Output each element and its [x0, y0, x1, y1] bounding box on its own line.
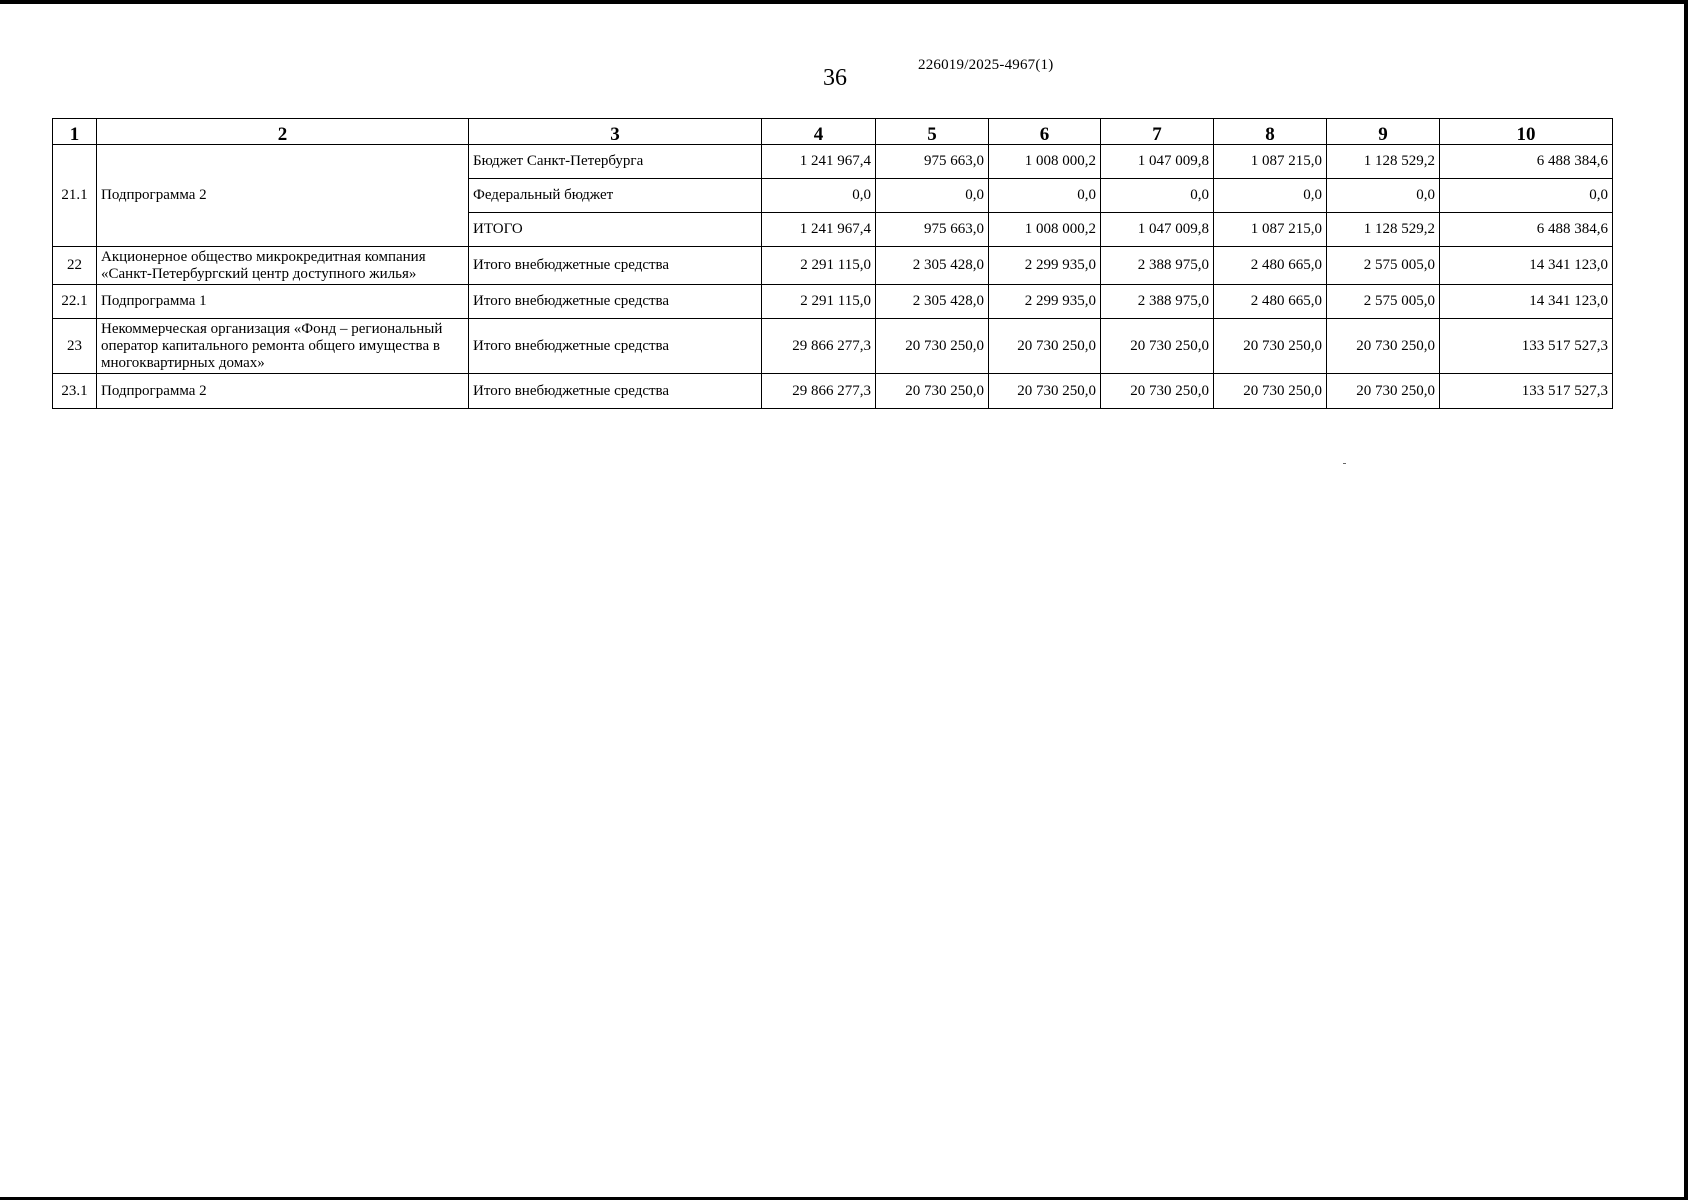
table-row — [53, 145, 1613, 179]
header-cell-10: 10 — [1440, 119, 1613, 145]
header-cell-8: 8 — [1214, 119, 1327, 145]
row-name: Подпрограмма 1 — [97, 285, 469, 319]
value-cell: 1 008 000,2 — [989, 213, 1101, 247]
value-cell: 20 730 250,0 — [1214, 374, 1327, 409]
row-code: 23.1 — [53, 374, 97, 409]
total-cell: 14 341 123,0 — [1440, 247, 1613, 285]
total-cell: 133 517 527,3 — [1440, 319, 1613, 374]
value-cell: 2 291 115,0 — [762, 285, 876, 319]
value-cell: 20 730 250,0 — [989, 319, 1101, 374]
value-cell: 1 087 215,0 — [1214, 145, 1327, 179]
header-cell-1: 1 — [53, 119, 97, 145]
value-cell: 20 730 250,0 — [989, 374, 1101, 409]
value-cell: 2 480 665,0 — [1214, 247, 1327, 285]
value-cell: 2 575 005,0 — [1327, 247, 1440, 285]
header-cell-3: 3 — [469, 119, 762, 145]
header-cell-9: 9 — [1327, 119, 1440, 145]
budget-table — [52, 118, 1613, 409]
total-cell: 0,0 — [1440, 179, 1613, 213]
row-code: 22 — [53, 247, 97, 285]
row-name: Подпрограмма 2 — [97, 374, 469, 409]
value-cell: 2 305 428,0 — [876, 247, 989, 285]
value-cell: 20 730 250,0 — [1327, 319, 1440, 374]
value-cell: 20 730 250,0 — [876, 319, 989, 374]
funding-source: Итого внебюджетные средства — [469, 285, 762, 319]
total-cell: 6 488 384,6 — [1440, 213, 1613, 247]
value-cell: 1 047 009,8 — [1101, 213, 1214, 247]
value-cell: 0,0 — [762, 179, 876, 213]
value-cell: 2 575 005,0 — [1327, 285, 1440, 319]
funding-source: Итого внебюджетные средства — [469, 374, 762, 409]
value-cell: 1 008 000,2 — [989, 145, 1101, 179]
value-cell: 2 299 935,0 — [989, 285, 1101, 319]
value-cell: 0,0 — [1327, 179, 1440, 213]
table-row — [53, 374, 1613, 409]
table-row — [53, 319, 1613, 374]
row-code: 21.1 — [53, 145, 97, 247]
value-cell: 0,0 — [1101, 179, 1214, 213]
value-cell: 2 299 935,0 — [989, 247, 1101, 285]
funding-source: ИТОГО — [469, 213, 762, 247]
header-cell-7: 7 — [1101, 119, 1214, 145]
value-cell: 0,0 — [989, 179, 1101, 213]
total-cell: 133 517 527,3 — [1440, 374, 1613, 409]
page-number: 36 — [823, 65, 847, 91]
value-cell: 1 087 215,0 — [1214, 213, 1327, 247]
value-cell: 0,0 — [876, 179, 989, 213]
row-name: Подпрограмма 2 — [97, 145, 469, 247]
value-cell: 1 241 967,4 — [762, 145, 876, 179]
value-cell: 1 128 529,2 — [1327, 213, 1440, 247]
value-cell: 1 241 967,4 — [762, 213, 876, 247]
header-cell-5: 5 — [876, 119, 989, 145]
value-cell: 975 663,0 — [876, 145, 989, 179]
funding-source: Федеральный бюджет — [469, 179, 762, 213]
value-cell: 2 388 975,0 — [1101, 285, 1214, 319]
table-row — [53, 285, 1613, 319]
table-row — [53, 247, 1613, 285]
row-code: 23 — [53, 319, 97, 374]
row-name: Акционерное общество микрокредитная компания «Санкт-Петербургский центр доступного жилья» — [97, 247, 469, 285]
row-code: 22.1 — [53, 285, 97, 319]
row-name: Некоммерческая организация «Фонд – региональный оператор капитального ремонта общего имущества в многоквартирных домах» — [97, 319, 469, 374]
value-cell: 975 663,0 — [876, 213, 989, 247]
scan-speck — [1343, 463, 1346, 464]
value-cell: 20 730 250,0 — [876, 374, 989, 409]
header-row — [53, 119, 1613, 145]
value-cell: 29 866 277,3 — [762, 374, 876, 409]
funding-source: Итого внебюджетные средства — [469, 319, 762, 374]
header-cell-6: 6 — [989, 119, 1101, 145]
document-id: 226019/2025-4967(1) — [918, 57, 1054, 73]
funding-source: Итого внебюджетные средства — [469, 247, 762, 285]
header-cell-2: 2 — [97, 119, 469, 145]
value-cell: 2 480 665,0 — [1214, 285, 1327, 319]
total-cell: 14 341 123,0 — [1440, 285, 1613, 319]
value-cell: 2 388 975,0 — [1101, 247, 1214, 285]
value-cell: 1 047 009,8 — [1101, 145, 1214, 179]
value-cell: 20 730 250,0 — [1214, 319, 1327, 374]
value-cell: 2 305 428,0 — [876, 285, 989, 319]
value-cell: 0,0 — [1214, 179, 1327, 213]
value-cell: 2 291 115,0 — [762, 247, 876, 285]
total-cell: 6 488 384,6 — [1440, 145, 1613, 179]
value-cell: 20 730 250,0 — [1327, 374, 1440, 409]
value-cell: 29 866 277,3 — [762, 319, 876, 374]
value-cell: 20 730 250,0 — [1101, 319, 1214, 374]
funding-source: Бюджет Санкт-Петербурга — [469, 145, 762, 179]
value-cell: 20 730 250,0 — [1101, 374, 1214, 409]
value-cell: 1 128 529,2 — [1327, 145, 1440, 179]
header-cell-4: 4 — [762, 119, 876, 145]
